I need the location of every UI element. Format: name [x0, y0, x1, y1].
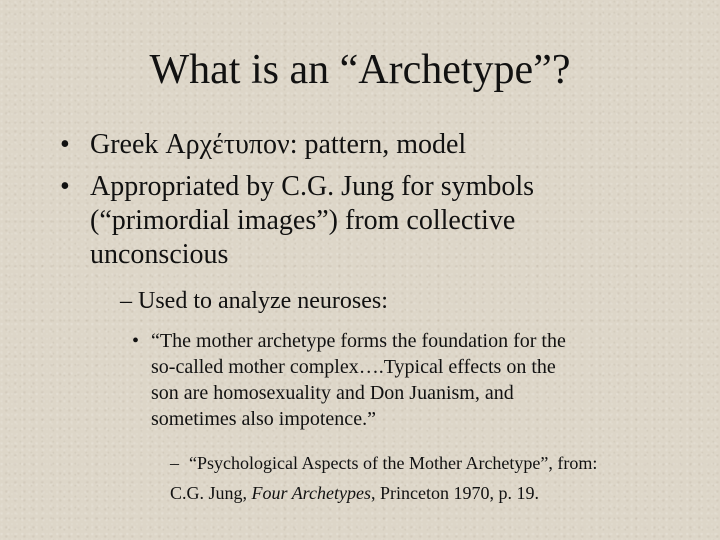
- bullet-marker: •: [60, 171, 70, 202]
- bullet-marker: •: [60, 129, 70, 160]
- sub-bullet-marker: –: [120, 288, 132, 314]
- quote-line: “The mother archetype forms the foundation for the: [151, 330, 566, 352]
- quote-marker: •: [132, 330, 140, 352]
- citation-book-title: Four Archetypes: [251, 483, 371, 503]
- citation-line-1: [170, 448, 597, 478]
- bullet-line: Appropriated by C.G. Jung for symbols: [90, 171, 535, 202]
- bullet-line: (“primordial images”) from collective: [90, 205, 516, 236]
- sub-bullet-text: Used to analyze neuroses:: [138, 288, 388, 314]
- slide-title: What is an “Archetype”?: [149, 47, 571, 93]
- quote-text: [151, 328, 566, 432]
- citation-author: C.G. Jung,: [170, 483, 252, 503]
- bullet-line: unconscious: [90, 239, 229, 270]
- citation-publisher: , Princeton 1970, p. 19.: [371, 483, 539, 503]
- quote-line: son are homosexuality and Don Juanism, and: [151, 382, 514, 404]
- citation-source: “Psychological Aspects of the Mother Archetype”, from:: [189, 453, 598, 473]
- citation-marker: –: [170, 453, 179, 473]
- bullet-text: [90, 128, 466, 162]
- bullet-text: [90, 170, 534, 272]
- citation: [170, 448, 597, 508]
- quote-line: sometimes also impotence.”: [151, 408, 376, 430]
- quote-line: so-called mother complex….Typical effects on the: [151, 356, 556, 378]
- bullet-line: Greek Αρχέτυπον: pattern, model: [90, 129, 467, 160]
- citation-line-2: [170, 478, 597, 508]
- sub-bullet-neuroses: [120, 286, 388, 316]
